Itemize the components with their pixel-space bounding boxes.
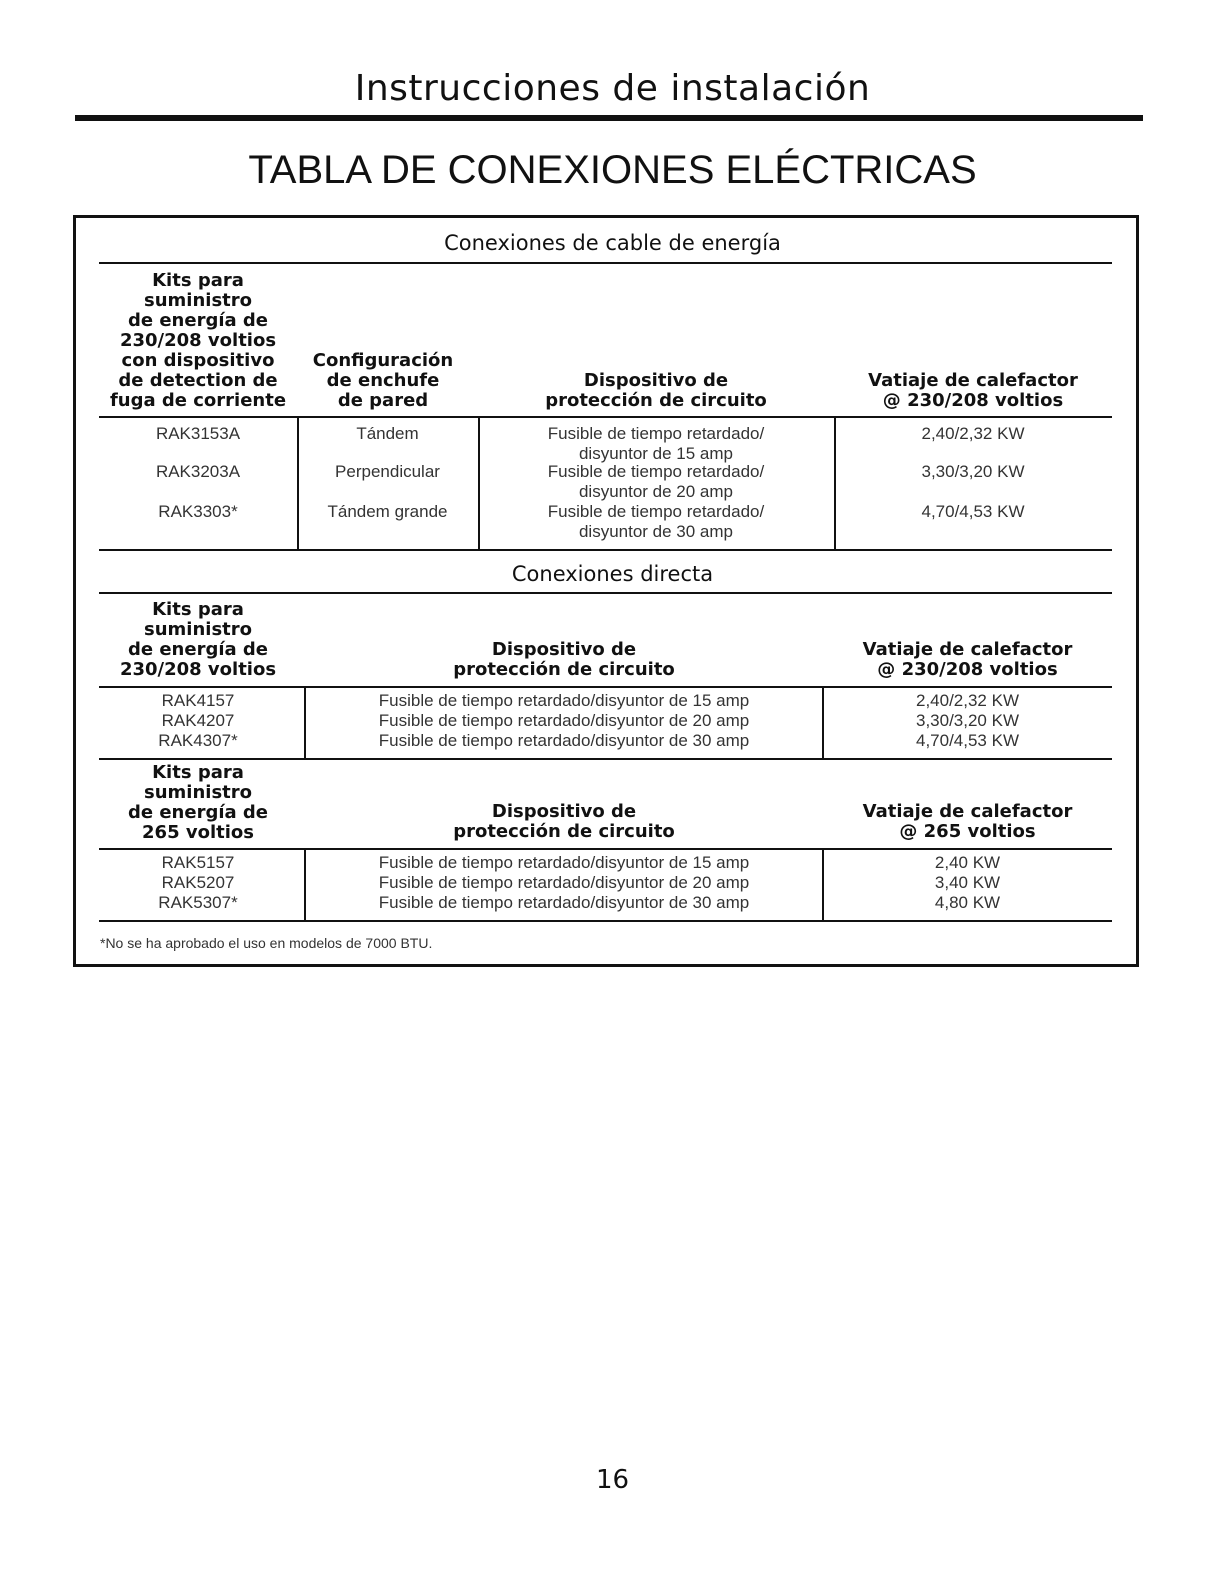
col-header-wattage: Vatiaje de calefactor @ 230/208 voltios [862,639,1073,680]
config-cell: Tándem [356,424,419,443]
device-cell: Fusible de tiempo retardado/ disyuntor de 15 amp [547,424,765,463]
kit-cell: RAK4157 RAK4207 RAK4307* [158,691,238,750]
divider [99,592,1112,594]
col-header-kits: Kits para suministro de energía de 265 voltios [127,762,269,843]
col-header-device: Dispositivo de protección de circuito [453,639,675,680]
header-rule [75,115,1143,121]
col-header-wattage: Vatiaje de calefactor @ 265 voltios [862,801,1073,842]
device-cell: Fusible de tiempo retardado/disyuntor de 15 amp Fusible de tiempo retardado/disyuntor de 20 amp Fusible de tiempo retardado/disyuntor de 30 amp [378,853,750,912]
kit-cell: RAK3303* [158,502,238,521]
wattage-cell: 4,70/4,53 KW [921,502,1025,521]
col-header-device: Dispositivo de protección de circuito [453,801,675,842]
divider [99,549,1112,551]
kit-cell: RAK3153A [155,424,241,443]
config-cell: Perpendicular [335,462,440,481]
footnote: *No se ha aprobado el uso en modelos de 7000 BTU. [100,935,433,951]
page-header-title: Instrucciones de instalación [354,68,871,109]
device-cell: Fusible de tiempo retardado/ disyuntor de 20 amp [547,462,765,501]
col-header-kits: Kits para suministro de energía de 230/208 voltios [119,599,277,680]
col-header-device: Dispositivo de protección de circuito [545,370,767,411]
wattage-cell: 2,40/2,32 KW 3,30/3,20 KW 4,70/4,53 KW [915,691,1019,750]
divider [99,686,1112,688]
col-header-kits: Kits para suministro de energía de 230/208 voltios con dispositivo de detection de fuga de corriente [109,270,287,411]
col-header-wattage: Vatiaje de calefactor @ 230/208 voltios [868,370,1078,411]
page-title: TABLA DE CONEXIONES ELÉCTRICAS [248,148,977,192]
divider [99,416,1112,418]
wattage-cell: 3,30/3,20 KW [921,462,1025,481]
device-cell: Fusible de tiempo retardado/ disyuntor de 30 amp [547,502,765,541]
col-header-config: Configuración de enchufe de pared [312,350,454,411]
direct-section-heading: Conexiones directa [511,562,714,586]
kit-cell: RAK3203A [155,462,241,481]
divider [99,920,1112,922]
device-cell: Fusible de tiempo retardado/disyuntor de 15 amp Fusible de tiempo retardado/disyuntor de 20 amp Fusible de tiempo retardado/disyuntor de 30 amp [378,691,750,750]
cord-section-heading: Conexiones de cable de energía [444,231,781,255]
wattage-cell: 2,40/2,32 KW [921,424,1025,443]
divider [99,758,1112,760]
wattage-cell: 2,40 KW 3,40 KW 4,80 KW [934,853,1001,912]
config-cell: Tándem grande [327,502,448,521]
kit-cell: RAK5157 RAK5207 RAK5307* [158,853,238,912]
divider [99,848,1112,850]
divider [99,262,1112,264]
page-number: 16 [595,1465,630,1495]
